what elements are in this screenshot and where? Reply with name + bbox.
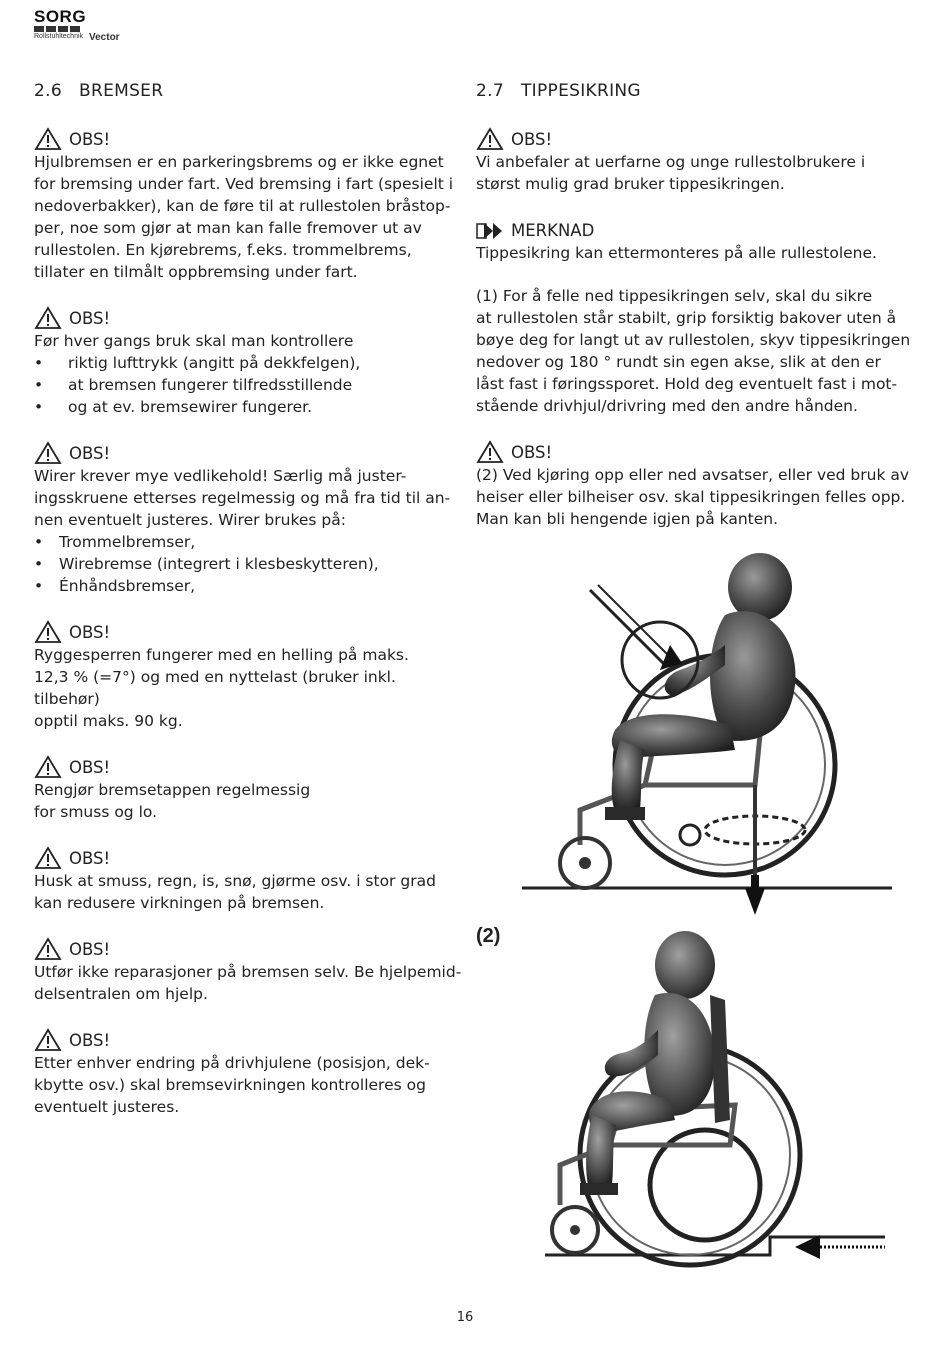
brand-logo (34, 7, 120, 43)
warning-notice (34, 304, 464, 418)
warning-notice (34, 1026, 464, 1118)
list-item: • riktig lufttrykk (angitt på dekkfelgen), (34, 352, 464, 374)
warning-triangle-icon (34, 1028, 62, 1052)
wire-list (34, 531, 464, 597)
list-item: • Énhåndsbremser, (34, 575, 464, 597)
warning-label: OBS! (69, 758, 111, 777)
warning-triangle-icon (34, 846, 62, 870)
list-item: • Wirebremse (integrert i klesbeskytteren), (34, 553, 464, 575)
warning-notice (34, 753, 464, 823)
warning-triangle-icon (34, 755, 62, 779)
warning-label: OBS! (511, 130, 553, 149)
warning-notice (34, 618, 464, 732)
warning-text: (2) Ved kjøring opp eller ned avsatser, eller ved bruk av heiser eller bilheiser osv. skal tippesikringen felles opp. Man kan bli hengende igjen på kanten. (476, 466, 910, 528)
right-column (476, 80, 916, 551)
section-heading-tipping (476, 80, 916, 102)
warning-label: OBS! (511, 443, 553, 462)
warning-text: Hjulbremsen er en parkeringsbrems og er ikke egnet for bremsing under fart. Ved bremsing i fart (spesielt i nedoverbakker), kan de føre til at rullestolen bråstop- per, noe som gjør at man kan falle fremover ut av rullestolen. En kjørebrems, f.eks. trommelbrems, tillater en tilmålt oppbremsing under fart. (34, 153, 454, 281)
warning-triangle-icon (34, 937, 62, 961)
warning-text: Etter enhver endring på drivhjulene (posisjon, dek- kbytte osv.) skal bremsevirkningen kontrolleres og eventuelt justeres. (34, 1054, 430, 1116)
tipping-device-illustration-1 (510, 545, 900, 920)
list-item: • Trommelbremser, (34, 531, 464, 553)
warning-triangle-icon (34, 620, 62, 644)
warning-text: Wirer krever mye vedlikehold! Særlig må juster- ingsskruene etterses regelmessig og må fra tid til an- nen eventuelt justeres. Wirer brukes på: (34, 467, 451, 529)
warning-text: Før hver gangs bruk skal man kontrollere (34, 332, 354, 350)
warning-label: OBS! (69, 849, 111, 868)
warning-label: OBS! (69, 623, 111, 642)
warning-text: Rengjør bremsetappen regelmessig for smuss og lo. (34, 781, 311, 821)
warning-text: Utfør ikke reparasjoner på bremsen selv. Be hjelpemid- delsentralen om hjelp. (34, 963, 462, 1003)
warning-label: OBS! (69, 1031, 111, 1050)
section-number: 2.7 (476, 81, 504, 101)
page-number: 16 (456, 1310, 474, 1325)
note-arrow-icon (476, 220, 504, 242)
note-label: MERKNAD (511, 221, 595, 240)
warning-triangle-icon (34, 441, 62, 465)
warning-notice (34, 439, 464, 597)
logo-bars (34, 26, 86, 32)
warning-triangle-icon (34, 306, 62, 330)
section-title: BREMSER (79, 81, 164, 101)
section-title: TIPPESIKRING (521, 81, 641, 101)
tipping-device-illustration-2 (530, 925, 900, 1270)
warning-label: OBS! (69, 444, 111, 463)
warning-text: Ryggesperren fungerer med en helling på maks. 12,3 % (=7°) og med en nyttelast (bruker inkl. tilbehør) opptil maks. 90 kg. (34, 646, 409, 730)
warning-text: Vi anbefaler at uerfarne og unge rullestolbrukere i størst mulig grad bruker tippesikringen. (476, 153, 866, 193)
warning-label: OBS! (69, 940, 111, 959)
note-notice (476, 216, 916, 264)
warning-label: OBS! (69, 309, 111, 328)
instruction-paragraph: (1) For å felle ned tippesikringen selv, skal du sikre at rullestolen står stabilt, grip forsiktig bakover uten å bøye deg for langt ut av rullestolen, skyv tippesikringen nedover og 180 ° rundt sin egen akse, slik at den er låst fast i føringssporet. Hold deg eventuelt fast i mot- stående drivhjul/drivring med den andre hånden. (476, 287, 911, 415)
warning-triangle-icon (476, 440, 504, 464)
left-column (34, 80, 464, 1139)
warning-notice (34, 935, 464, 1005)
brand-name: SORG (34, 7, 87, 26)
warning-text: Husk at smuss, regn, is, snø, gjørme osv. i stor grad kan redusere virkningen på bremsen. (34, 872, 436, 912)
list-item: • og at ev. bremsewirer fungerer. (34, 396, 464, 418)
warning-label: OBS! (69, 130, 111, 149)
section-number: 2.6 (34, 81, 62, 101)
list-item: • at bremsen fungerer tilfredsstillende (34, 374, 464, 396)
warning-triangle-icon (476, 127, 504, 151)
brand-subtitle: Rollstuhltechnik (34, 33, 84, 40)
figure-label: (2) (476, 925, 501, 947)
note-text: Tippesikring kan ettermonteres på alle rullestolene. (476, 244, 877, 262)
warning-notice (476, 438, 916, 530)
warning-notice (34, 844, 464, 914)
warning-notice (34, 125, 464, 283)
warning-triangle-icon (34, 127, 62, 151)
section-heading-brakes (34, 80, 464, 102)
warning-notice (476, 125, 916, 195)
check-list (34, 352, 464, 418)
model-name: Vector (89, 32, 120, 43)
